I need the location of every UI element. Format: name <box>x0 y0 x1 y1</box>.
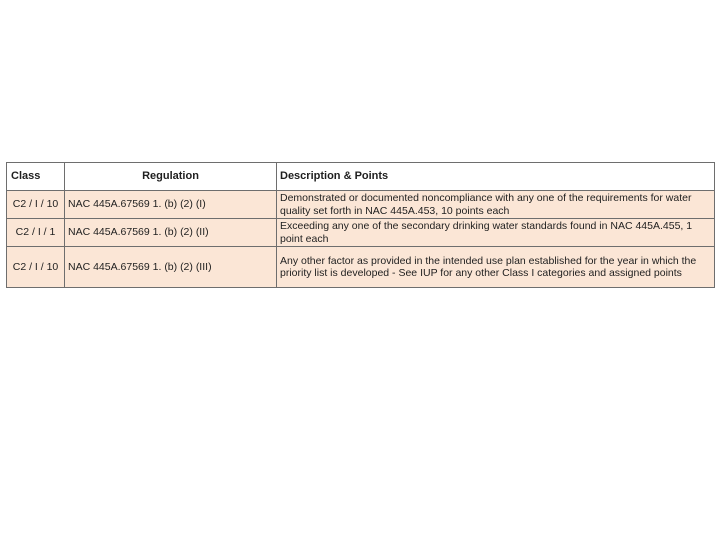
cell-class: C2 / I / 10 <box>7 191 65 219</box>
cell-regulation: NAC 445A.67569 1. (b) (2) (III) <box>65 247 277 288</box>
table-header <box>7 163 715 191</box>
cell-class: C2 / I / 1 <box>7 219 65 247</box>
cell-description: Exceeding any one of the secondary drinking water standards found in NAC 445A.455, 1 point each <box>277 219 715 247</box>
table-row <box>7 247 715 288</box>
cell-regulation: NAC 445A.67569 1. (b) (2) (I) <box>65 191 277 219</box>
cell-regulation: NAC 445A.67569 1. (b) (2) (II) <box>65 219 277 247</box>
table-body <box>7 191 715 288</box>
header-description: Description & Points <box>277 163 715 191</box>
header-class: Class <box>7 163 65 191</box>
cell-description: Demonstrated or documented noncompliance with any one of the requirements for water quality set forth in NAC 445A.453, 10 points each <box>277 191 715 219</box>
header-regulation: Regulation <box>65 163 277 191</box>
regulation-table <box>6 162 715 288</box>
table-row <box>7 219 715 247</box>
header-row <box>7 163 715 191</box>
cell-description: Any other factor as provided in the intended use plan established for the year in which the priority list is developed - See IUP for any other Class I categories and assigned points <box>277 247 715 288</box>
cell-class: C2 / I / 10 <box>7 247 65 288</box>
table-row <box>7 191 715 219</box>
